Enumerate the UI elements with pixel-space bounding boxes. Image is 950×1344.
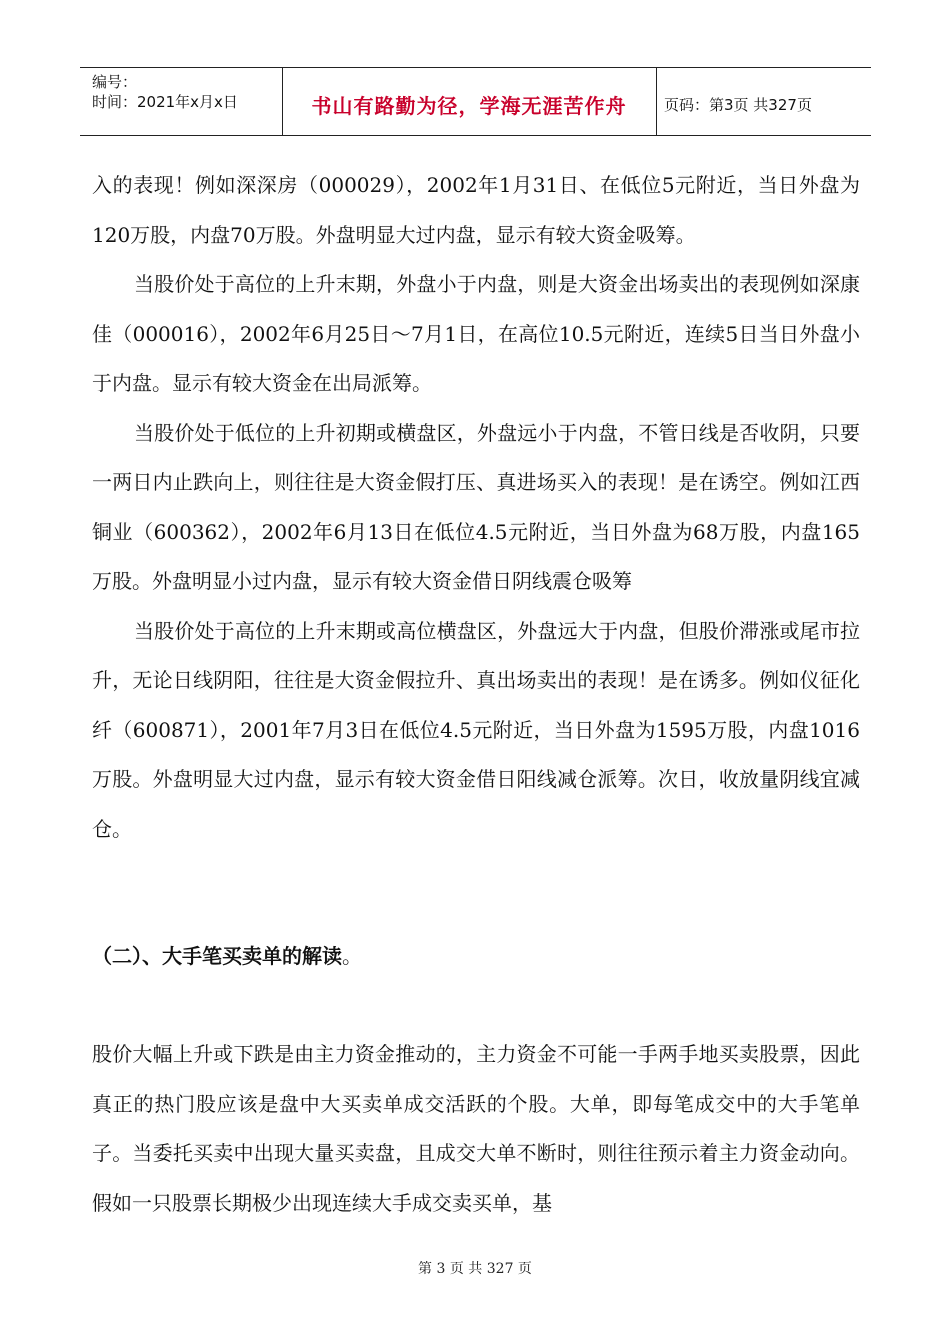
section-heading-text: （二）、大手笔买卖单的解读	[92, 944, 342, 968]
paragraph: 当股价处于高位的上升末期或高位横盘区，外盘远大于内盘，但股价滞涨或尾市拉升，无论日线阴阳，往往是大资金假拉升、真出场卖出的表现！是在诱多。例如仪征化纤（600871），2001年7月3日在低位4.5元附近，当日外盘为1595万股，内盘1016万股。外盘明显大过内盘，显示有较大资金借日阳线减仓派筹。次日，收放量阴线宜减仓。	[92, 618, 860, 841]
header-motto: 书山有路勤为径，学海无涯苦作舟	[311, 94, 627, 118]
header-bottom-rule	[80, 135, 871, 136]
section-heading-suffix: 。	[342, 944, 362, 968]
paragraph: 入的表现！例如深深房（000029），2002年1月31日、在低位5元附近，当日外盘为120万股，内盘70万股。外盘明显大过内盘，显示有较大资金吸筹。	[92, 173, 860, 247]
header-page-label: 页码：第3页 共327页	[664, 96, 812, 114]
section-body	[92, 1030, 860, 1228]
section-heading	[92, 940, 362, 972]
header-top-rule	[80, 67, 871, 68]
date-label: 时间：2021年x月x日	[92, 93, 238, 111]
serial-label: 编号：	[92, 73, 138, 91]
page-footer: 第 3 页 共 327 页	[418, 1261, 532, 1277]
paragraph: 当股价处于高位的上升末期，外盘小于内盘，则是大资金出场卖出的表现例如深康佳（000016），2002年6月25日～7月1日，在高位10.5元附近，连续5日当日外盘小于内盘。显示有较大资金在出局派筹。	[92, 272, 860, 395]
paragraph: 股价大幅上升或下跌是由主力资金推动的，主力资金不可能一手两手地买卖股票，因此真正的热门股应该是盘中大买卖单成交活跃的个股。大单，即每笔成交中的大手笔单子。当委托买卖中出现大量买卖盘，且成交大单不断时，则往往预示着主力资金动向。假如一只股票长期极少出现连续大手成交卖买单，基	[92, 1042, 860, 1215]
header-meta	[92, 72, 238, 112]
header-divider-right	[656, 67, 657, 135]
document-body	[92, 161, 860, 854]
paragraph: 当股价处于低位的上升初期或横盘区，外盘远小于内盘，不管日线是否收阴，只要一两日内止跌向上，则往往是大资金假打压、真进场买入的表现！是在诱空。例如江西铜业（600362），2002年6月13日在低位4.5元附近，当日外盘为68万股，内盘165万股。外盘明显小过内盘，显示有较大资金借日阴线震仓吸筹	[92, 420, 860, 593]
